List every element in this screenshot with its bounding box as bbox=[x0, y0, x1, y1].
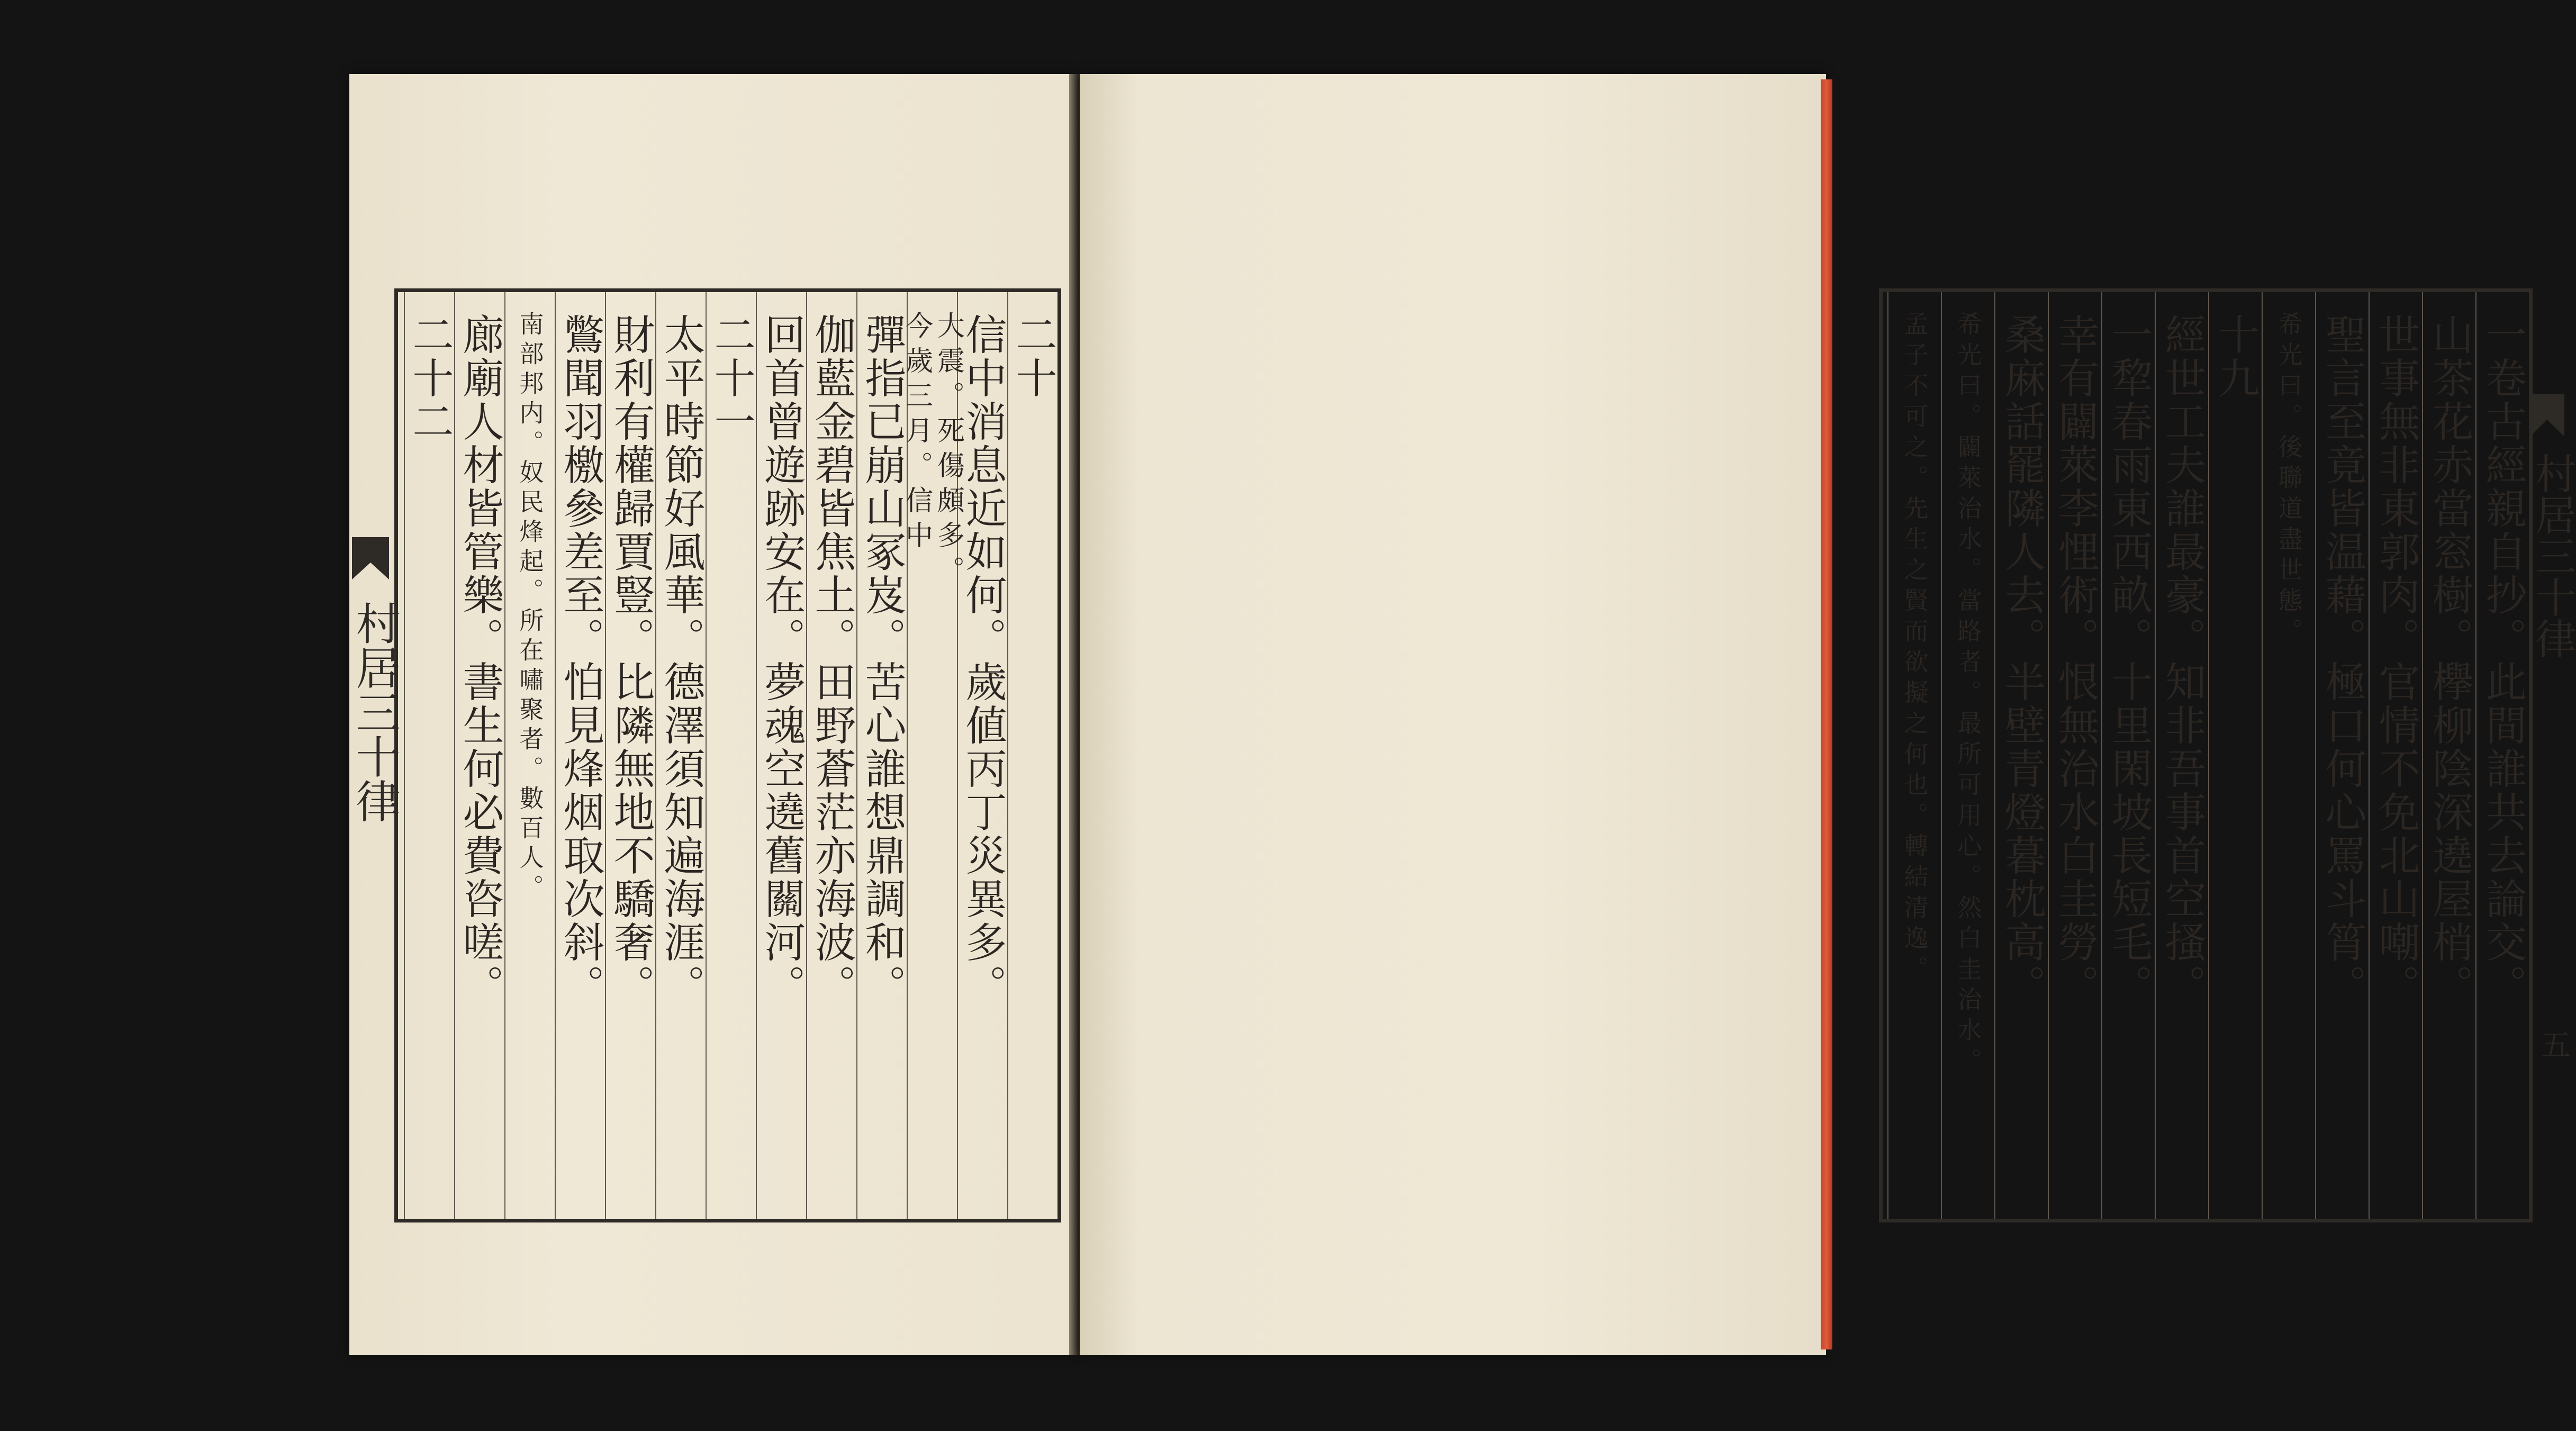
text-column bbox=[706, 292, 756, 1219]
left-text-frame bbox=[394, 288, 1061, 1222]
text-column bbox=[957, 292, 1007, 1219]
poem-line: 聖言至竟皆温藉。極口何心罵斗筲。 bbox=[2318, 313, 2366, 1008]
poem-line: 財利有權歸賈豎。比隣無地不驕奢。 bbox=[607, 313, 655, 1008]
text-column bbox=[2369, 292, 2422, 1219]
text-column bbox=[504, 292, 555, 1219]
text-column bbox=[2262, 292, 2315, 1219]
poem-line: 一犂春雨東西畝。十里閑坡長短毛。 bbox=[2104, 313, 2153, 1008]
text-column bbox=[2048, 292, 2101, 1219]
commentary-text: 希光曰。闢萊治水。當路者。最所可用心。然白圭治水。 bbox=[1954, 311, 1983, 1079]
fishtail-mark bbox=[352, 537, 389, 579]
right-spine-label bbox=[2528, 288, 2576, 1222]
text-column bbox=[900, 292, 964, 1219]
red-fore-edge bbox=[1821, 79, 1832, 1350]
open-book bbox=[339, 74, 2576, 1365]
poem-line: 山茶花赤當窓樹。欅柳陰深遶屋梢。 bbox=[2425, 313, 2473, 1008]
poem-line: 彈指已崩山冢岌。苦心誰想鼎調和。 bbox=[858, 313, 906, 1008]
text-column bbox=[1887, 292, 1941, 1219]
spine-title: 村居三十律 bbox=[349, 601, 401, 823]
right-page bbox=[1080, 74, 2576, 1355]
poem-line: 二十二 bbox=[405, 313, 454, 443]
poem-line: 十九 bbox=[2211, 313, 2259, 400]
right-text-frame bbox=[1879, 288, 2533, 1222]
text-column bbox=[2155, 292, 2208, 1219]
fishtail-mark bbox=[2530, 394, 2564, 437]
commentary-text: 孟子不可之。先生之賢而欲擬之何也。轉結清逸。 bbox=[1900, 311, 1929, 986]
poem-line: 二十一 bbox=[707, 313, 755, 443]
poem-line: 廊廟人材皆管樂。書生何必費咨嗟。 bbox=[456, 313, 504, 1008]
commentary-text: 希光曰。後聯道盡世態。 bbox=[2274, 311, 2303, 649]
commentary-text: 南部邦内。奴民烽起。所在嘯聚者。數百人。 bbox=[516, 311, 545, 904]
text-column bbox=[2475, 292, 2529, 1219]
text-column bbox=[404, 292, 454, 1219]
text-column bbox=[655, 292, 706, 1219]
poem-line: 桑麻話罷隣人去。半壁青燈暮枕高。 bbox=[1997, 313, 2046, 1008]
text-column bbox=[806, 292, 856, 1219]
poem-line: 太平時節好風華。德澤須知遍海涯。 bbox=[657, 313, 705, 1008]
text-column bbox=[2208, 292, 2262, 1219]
poem-line: 世事無非東郭肉。官情不免北山嘲。 bbox=[2372, 313, 2420, 1008]
text-column bbox=[1941, 292, 1994, 1219]
poem-line: 伽藍金碧皆焦土。田野蒼茫亦海波。 bbox=[808, 313, 856, 1008]
poem-line: 幸有闢萊李悝術。恨無治水白圭勞。 bbox=[2051, 313, 2099, 1008]
text-column bbox=[454, 292, 504, 1219]
text-column bbox=[856, 292, 907, 1219]
left-spine-label bbox=[349, 288, 401, 1222]
text-column bbox=[605, 292, 655, 1219]
poem-line: 信中消息近如何。歲値丙丁災異多。 bbox=[959, 313, 1007, 1008]
text-column bbox=[756, 292, 806, 1219]
text-column bbox=[2422, 292, 2475, 1219]
text-column bbox=[1994, 292, 2048, 1219]
text-column bbox=[1007, 292, 1057, 1219]
poem-line: 鷩聞羽檄參差至。怕見烽烟取次斜。 bbox=[556, 313, 604, 1008]
poem-line: 經世工夫誰最豪。知非吾事首空搔。 bbox=[2158, 313, 2206, 1008]
text-column bbox=[555, 292, 605, 1219]
annotation-text: 今歲三月。信中 bbox=[900, 311, 933, 556]
folio-number: 五 bbox=[2536, 1029, 2571, 1059]
annotation-text: 大震。死傷頗多。 bbox=[932, 311, 964, 591]
poem-line: 一卷古經親自抄。此間誰共去論交。 bbox=[2479, 313, 2527, 1008]
text-column bbox=[2315, 292, 2369, 1219]
left-page bbox=[349, 74, 1074, 1355]
poem-line: 回首曾遊跡安在。夢魂空遶舊關河。 bbox=[757, 313, 806, 1008]
text-column bbox=[2101, 292, 2155, 1219]
poem-line: 二十 bbox=[1009, 313, 1057, 400]
spine-title: 村居三十律 bbox=[2528, 452, 2576, 659]
